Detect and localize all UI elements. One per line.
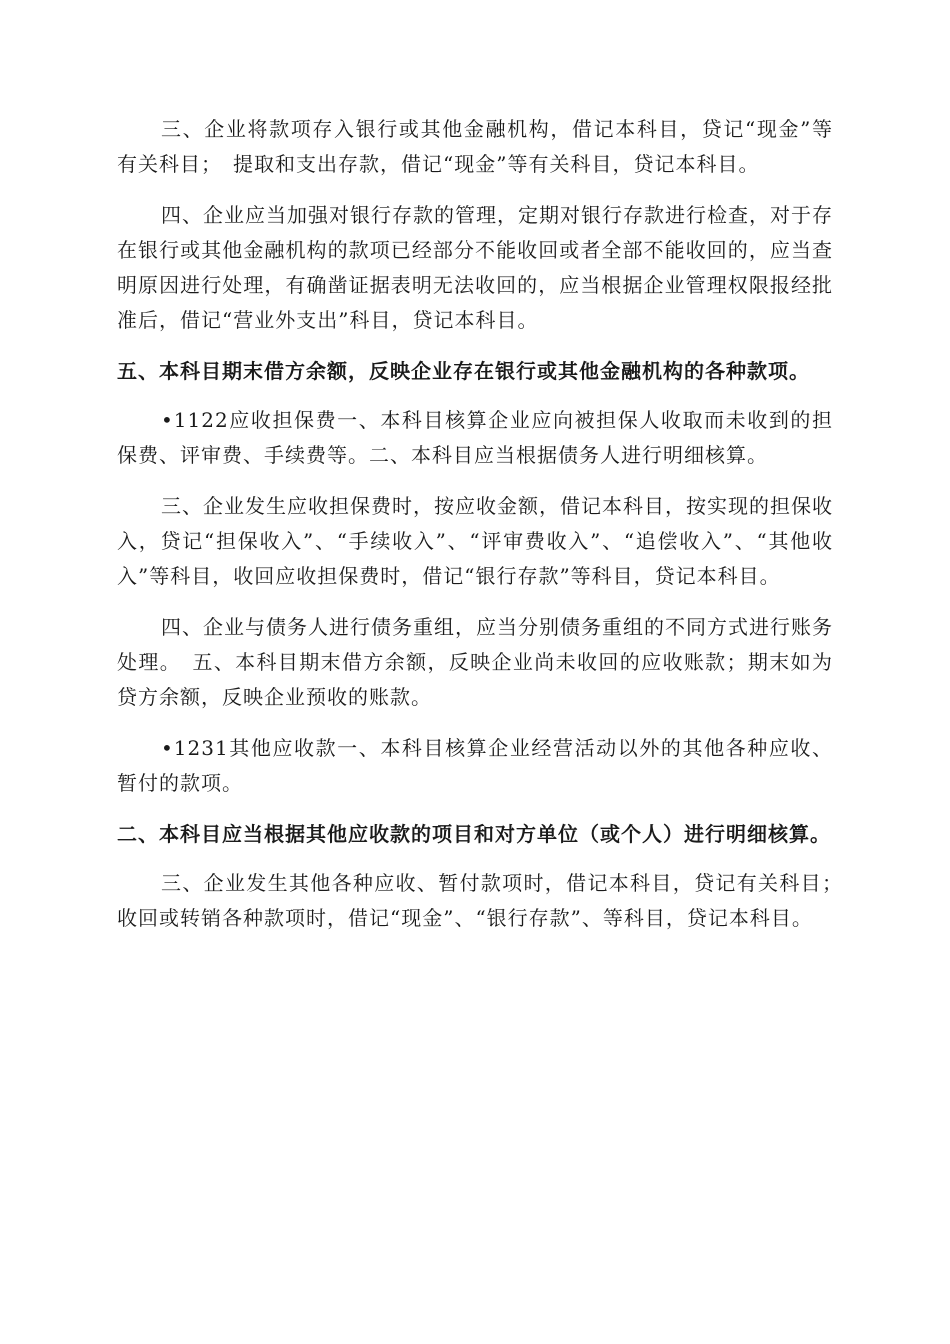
paragraph-other-receivable-entries: 三、企业发生其他各种应收、暂付款项时，借记本科目，贷记有关科目； 收回或转销各种款项时，借记“现金”、“银行存款”、等科目，贷记本科目。 — [117, 871, 854, 930]
paragraph-debt-restructuring: 四、企业与债务人进行债务重组，应当分别债务重组的不同方式进行账务处理。 五、本科目期末借方余额，反映企业尚未收回的应收账款；期末如为贷方余额，反映企业预收的账款。 — [117, 615, 833, 709]
paragraph-1231-other-receivables: •1231其他应收款一、本科目核算企业经营活动以外的其他各种应收、暂付的款项。 — [117, 736, 833, 795]
paragraph-bank-deposit-management: 四、企业应当加强对银行存款的管理，定期对银行存款进行检查，对于存在银行或其他金融机构的款项已经部分不能收回或者全部不能收回的，应当查明原因进行处理，有确凿证据表明无法收回的，应当根据企业管理权限报经批准后，借记“营业外支出”科目，贷记本科目。 — [117, 203, 833, 332]
paragraph-1122-guarantee-fee: •1122应收担保费一、本科目核算企业应向被担保人收取而未收到的担保费、评审费、手续费等。二、本科目应当根据债务人进行明细核算。 — [117, 408, 833, 467]
paragraph-bank-deposit-entries: 三、企业将款项存入银行或其他金融机构，借记本科目，贷记“现金”等有关科目； 提取和支出存款，借记“现金”等有关科目，贷记本科目。 — [117, 117, 833, 176]
heading-detail-accounting: 二、本科目应当根据其他应收款的项目和对方单位（或个人）进行明细核算。 — [117, 822, 831, 846]
paragraph-guarantee-fee-entries: 三、企业发生应收担保费时，按应收金额，借记本科目，按实现的担保收入，贷记“担保收入”、“手续收入”、“评审费收入”、“追偿收入”、“其他收入”等科目，收回应收担保费时，借记“银行存款”等科目，贷记本科目。 — [117, 494, 833, 588]
document-body — [117, 112, 854, 952]
heading-debit-balance: 五、本科目期末借方余额，反映企业存在银行或其他金融机构的各种款项。 — [117, 359, 810, 383]
